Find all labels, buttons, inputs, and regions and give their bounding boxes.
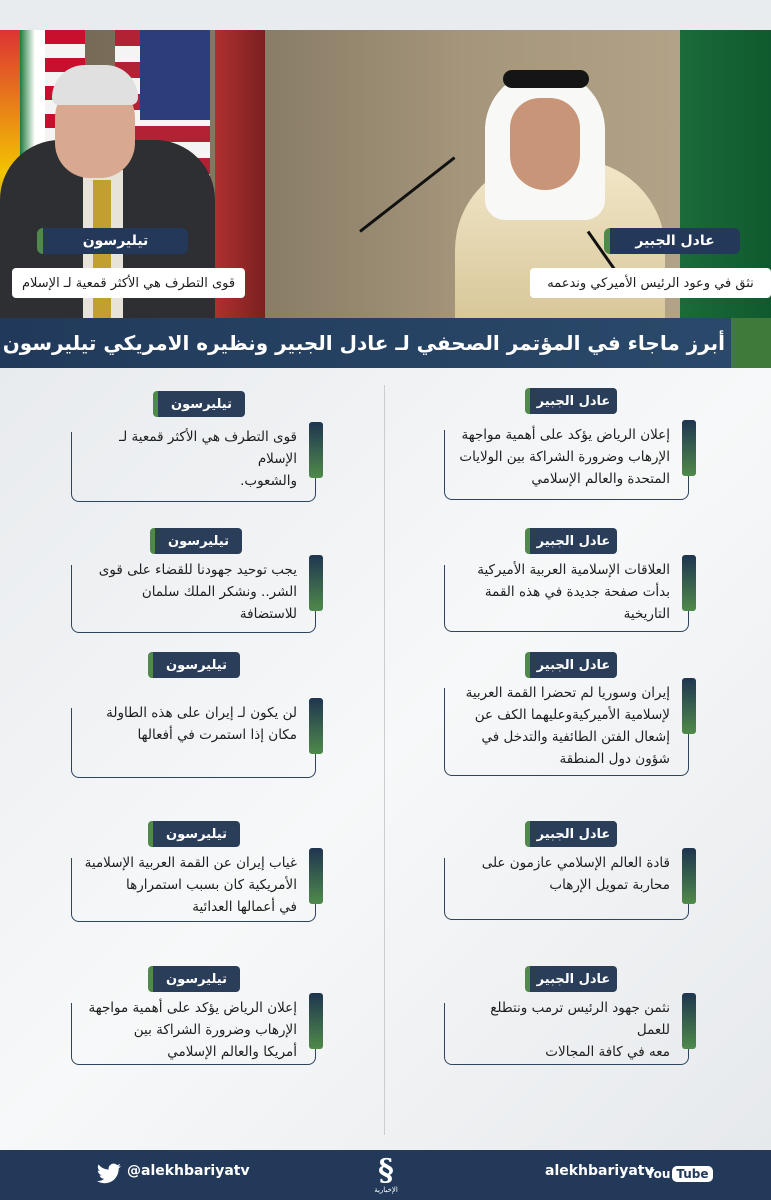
youtube-handle[interactable]: alekhbariyatv [545,1163,654,1179]
quote-text: نثمن جهود الرئيس ترمب ونتطلع للعمل معه في كافة المجالات [490,1000,670,1060]
quote-card [444,1000,689,1065]
page-title: أبرز ماجاء في المؤتمر الصحفي لـ عادل الجبير ونظيره الامريكي تيليرسون [2,331,725,355]
card-accent [309,422,323,478]
speaker-badge: عادل الجبير [525,966,617,992]
quote-card [71,1000,316,1065]
card-accent [682,848,696,904]
left-speaker-name: تيليرسون [37,228,188,254]
right-speaker-name: عادل الجبير [604,228,740,254]
quote-card [71,562,316,633]
card-accent [309,993,323,1049]
twitter-icon[interactable] [96,1163,122,1185]
card-accent [309,698,323,754]
quote-text: إيران وسوريا لم تحضرا القمة العربية لإسلامية الأميركيةوعليهما الكف عن إشعال الفتن الطائفية والتدخل في شؤون دول المنطقة [465,685,670,767]
card-accent [682,555,696,611]
twitter-handle[interactable]: @alekhbariyatv [127,1163,250,1179]
quote-card [444,685,689,776]
quote-card [444,562,689,632]
left-speaker-quote: قوى التطرف هي الأكثر قمعية لـ الإسلام [12,268,245,298]
quote-card [71,855,316,922]
quote-text: قادة العالم الإسلامي عازمون على محاربة تمويل الإرهاب [481,855,670,893]
speaker-badge: تيليرسون [148,652,240,678]
channel-logo-icon [366,1152,406,1198]
quote-text: العلاقات الإسلامية العربية الأميركية بدأت صفحة جديدة في هذه القمة التاريخية [477,562,670,622]
speaker-badge: تيليرسون [148,821,240,847]
card-accent [682,420,696,476]
quote-text: لن يكون لـ إيران على هذه الطاولة مكان إذا استمرت في أفعالها [106,705,297,743]
card-accent [682,678,696,734]
top-strip [0,0,771,30]
logo-text: الإخبارية [374,1185,398,1194]
youtube-label-you: You [646,1167,671,1181]
youtube-icon[interactable] [646,1163,713,1185]
card-accent [682,993,696,1049]
us-flag-canton [140,30,210,120]
quote-text: إعلان الرياض يؤكد على أهمية مواجهة الإرهاب وضرورة الشراكة بين أمريكا والعالم الإسلامي [88,1000,297,1060]
quote-card [444,427,689,500]
quote-text: غياب إيران عن القمة العربية الإسلامية الأمريكية كان بسبب استمرارها في أعمالها العدائية [84,855,297,915]
speaker-badge: عادل الجبير [525,821,617,847]
quote-text: قوى التطرف هي الأكثر قمعية لـ الإسلام والشعوب. [119,429,297,489]
speaker-badge: عادل الجبير [525,652,617,678]
quote-card [444,855,689,920]
speaker-badge: تيليرسون [150,528,242,554]
microphone [359,156,455,232]
card-accent [309,848,323,904]
quote-text: يجب توحيد جهودنا للقضاء على قوى الشر.. ونشكر الملك سلمان للاستضافة [98,562,297,622]
title-accent [731,318,771,368]
speaker-badge: عادل الجبير [525,388,617,414]
quote-card [71,429,316,502]
speaker-badge: تيليرسون [153,391,245,417]
right-person-face [510,98,580,190]
logo-glyph: § [378,1152,394,1188]
hair [52,65,138,105]
speaker-badge: عادل الجبير [525,528,617,554]
youtube-label-tube: Tube [672,1166,712,1182]
quote-card [71,705,316,778]
card-accent [309,555,323,611]
agal [503,70,589,88]
quote-text: إعلان الرياض يؤكد على أهمية مواجهة الإرهاب وضرورة الشراكة بين الولايات المتحدة والعالم الإسلامي [459,427,670,487]
header-photo [0,30,771,318]
right-speaker-quote: نثق في وعود الرئيس الأميركي وندعمه [530,268,771,298]
column-divider [384,385,385,1135]
speaker-badge: تيليرسون [148,966,240,992]
